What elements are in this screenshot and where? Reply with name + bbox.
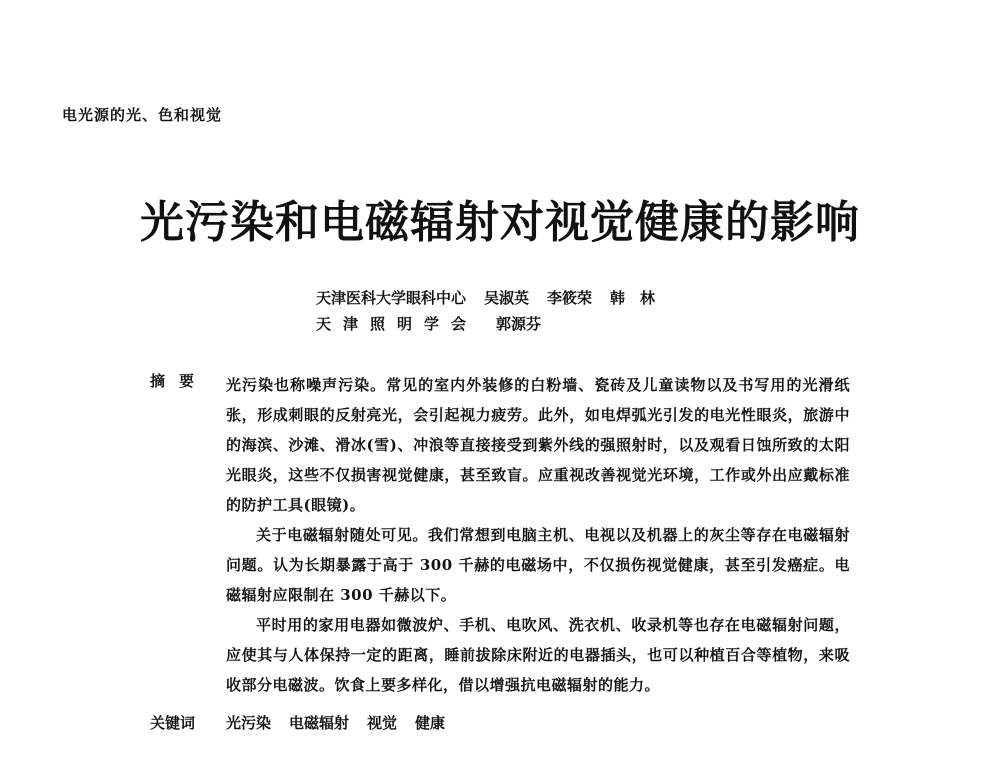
abstract-body <box>226 370 850 700</box>
running-head: 电光源的光、色和视觉 <box>62 106 223 124</box>
abstract-paragraph: 关于电磁辐射随处可见。我们常想到电脑主机、电视以及机器上的灰尘等存在电磁辐射问题。认为长期暴露于高于 300 千赫的电磁场中，不仅损伤视觉健康，甚至引发癌症。电磁辐射应限制在 300 千赫以下。 <box>226 526 850 604</box>
abstract-label: 摘要 <box>150 372 209 390</box>
affiliation-1: 天津医科大学眼科中心 <box>316 289 467 307</box>
author-name: 李筱荣 <box>547 289 593 307</box>
author-block <box>316 285 655 337</box>
author-row-1 <box>316 285 655 311</box>
keywords-label: 关键词 <box>150 714 196 732</box>
keyword: 电磁辐射 <box>289 714 350 732</box>
keyword: 健康 <box>415 714 446 732</box>
keyword: 光污染 <box>226 714 272 732</box>
abstract-paragraph: 光污染也称噪声污染。常见的室内外装修的白粉墙、瓷砖及儿童读物以及书写用的光滑纸张，形成刺眼的反射亮光，会引起视力疲劳。此外，如电焊弧光引发的电光性眼炎，旅游中的海滨、沙滩、滑冰(雪)、冲浪等直接接受到紫外线的强照射时，以及观看日蚀所致的太阳光眼炎，这些不仅损害视觉健康，甚至致盲。应重视改善视觉光环境，工作或外出应戴标准的防护工具(眼镜)。 <box>226 376 850 514</box>
keyword: 视觉 <box>367 714 398 732</box>
author-name: 韩 林 <box>610 289 656 307</box>
author-row-2 <box>316 311 655 337</box>
affiliation-2: 天津照明学会 <box>316 315 479 333</box>
abstract-paragraph: 平时用的家用电器如微波炉、手机、电吹风、洗衣机、收录机等也存在电磁辐射问题，应使其与人体保持一定的距离，睡前拔除床附近的电器插头，也可以种植百合等植物，来吸收部分电磁波。饮食上要多样化，借以增强抗电磁辐射的能力。 <box>226 616 850 694</box>
author-name: 郭源芬 <box>496 315 542 333</box>
author-name: 吴淑英 <box>484 289 530 307</box>
keywords-section <box>150 712 463 733</box>
paper-title: 光污染和电磁辐射对视觉健康的影响 <box>140 197 860 248</box>
